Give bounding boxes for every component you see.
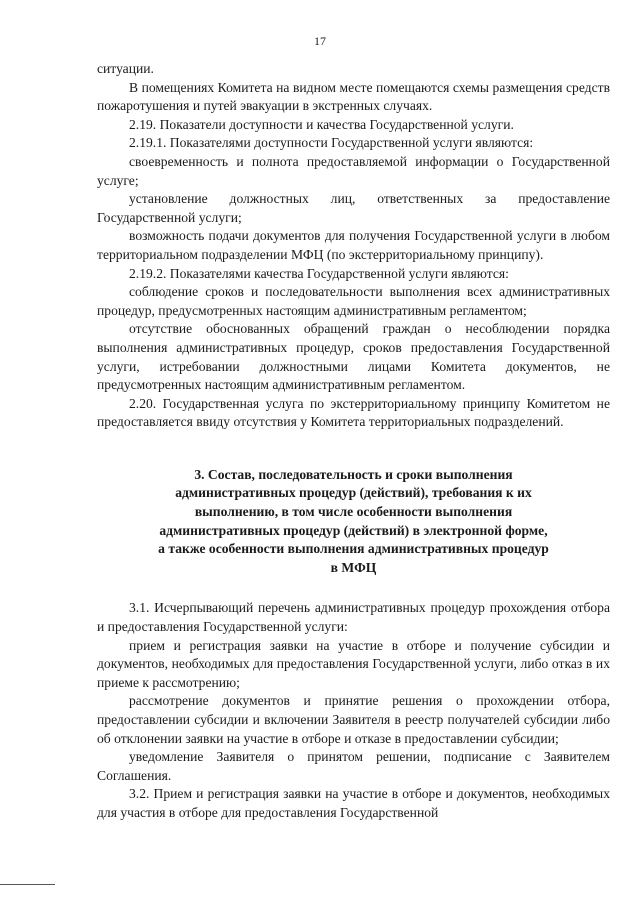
paragraph: прием и регистрация заявки на участие в отборе и получение субсидии и документов, необходимых для предоставления Государственной услуги, либо отказ в их приеме к рассмотрению; [97,637,610,690]
paragraph: 2.20. Государственная услуга по экстерриториальному принципу Комитетом не предоставляется ввиду отсутствия у Комитета территориальных подразделений. [97,395,610,430]
paragraph: рассмотрение документов и принятие решения о прохождении отбора, предоставлении субсидии и включении Заявителя в реестр получателей субсидии либо об отклонении заявки на участие в отборе и отказе в предоставлении субсидии; [97,693,610,746]
paragraph: возможность подачи документов для получения Государственной услуги в любом территориальном подразделении МФЦ (по экстерриториальному принципу). [97,228,610,262]
paragraph: 2.19. Показатели доступности и качества Государственной услуги. [129,116,514,132]
paragraph: 2.19.2. Показателями качества Государственной услуги являются: [129,265,509,281]
paragraph: ситуации. [97,61,154,76]
paragraph: В помещениях Комитета на видном месте помещаются схемы размещения средств пожаротушения и путей эвакуации в экстренных случаях. [97,79,610,114]
section-heading [97,466,610,578]
paragraph: соблюдение сроков и последовательности выполнения всех административных процедур, предусмотренных настоящим административным регламентом; [97,284,610,318]
footer-rule [0,884,55,885]
paragraph: уведомление Заявителя о принятом решении, подписание с Заявителем Соглашения. [97,749,610,783]
paragraph: 3.1. Исчерпывающий перечень административных процедур прохождения отбора и предоставления Государственной услуги: [97,600,610,635]
heading-line: в МФЦ [330,559,377,575]
heading-line: выполнению, в том числе особенности выполнения [194,504,513,520]
paragraph: своевременность и полнота предоставляемой информации о Государственной услуге; [97,153,610,188]
paragraphs-top [97,60,610,432]
heading-line: административных процедур (действий), требования к их [175,485,532,501]
paragraphs-bottom [97,599,610,822]
heading-line: а также особенности выполнения административных процедур [158,541,549,557]
paragraph: отсутствие обоснованных обращений граждан о несоблюдении порядка выполнения административных процедур, сроков предоставления Государственной услуги, истребовании должностными лицами Комитета документов, не предусмотренных настоящим административным регламентом. [97,321,610,393]
paragraph: установление должностных лиц, ответственных за предоставление Государственной услуги; [97,191,610,225]
page-number: 17 [314,34,326,48]
document-body [97,60,610,823]
heading-line: административных процедур (действий) в электронной форме, [159,522,548,538]
heading-line: 3. Состав, последовательность и сроки выполнения [194,466,513,482]
paragraph: 3.2. Прием и регистрация заявки на участие в отборе и документов, необходимых для участия в отборе для предоставления Государственной [97,786,610,820]
paragraph: 2.19.1. Показателями доступности Государственной услуги являются: [129,135,534,151]
